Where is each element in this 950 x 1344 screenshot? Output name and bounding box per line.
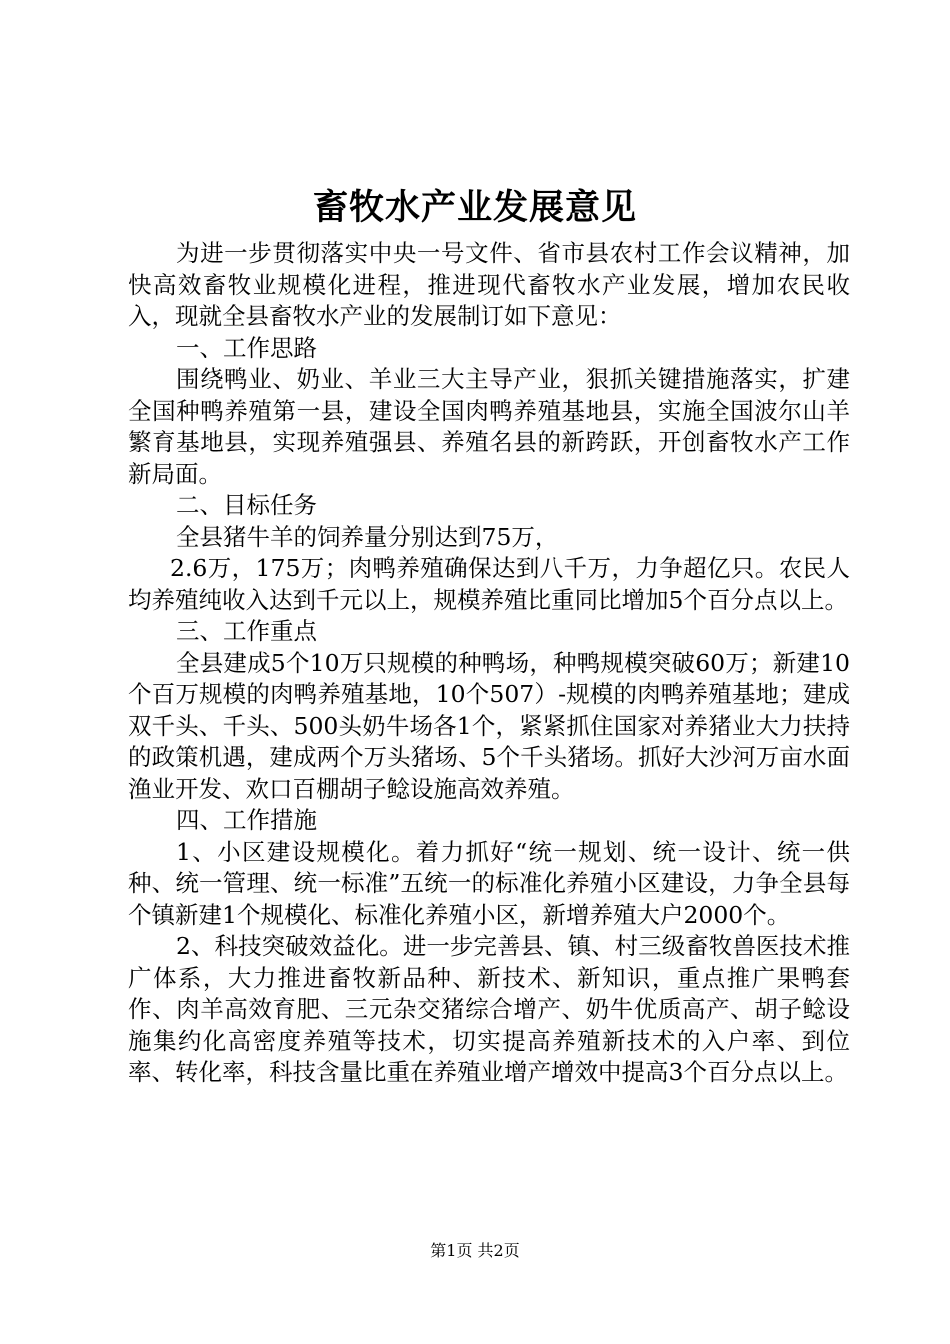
intro-paragraph: 为进一步贯彻落实中央一号文件、省市县农村工作会议精神，加快高效畜牧业规模化进程，推进现代畜牧水产业发展，增加农民收入，现就全县畜牧水产业的发展制订如下意见： xyxy=(128,239,850,330)
key-work-paragraph: 全县建成5个10万只规模的种鸭场，种鸭规模突破60万；新建10个百万规模的肉鸭养殖基地，10个507）-规模的肉鸭养殖基地；建成双千头、千头、500头奶牛场各1个，紧紧抓住国家对养猪业大力扶持的政策机遇，建成两个万头猪场、5个千头猪场。抓好大沙河万亩水面渔业开发、欢口百棚胡子鲶设施高效养殖。 xyxy=(128,648,850,803)
measure-1-paragraph: 1、小区建设规模化。着力抓好“统一规划、统一设计、统一供种、统一管理、统一标准”五统一的标准化养殖小区建设，力争全县每个镇新建1个规模化、标准化养殖小区，新增养殖大户2000个。 xyxy=(128,837,850,929)
work-approach-paragraph: 围绕鸭业、奶业、羊业三大主导产业，狠抓关键措施落实，扩建全国种鸭养殖第一县，建设全国肉鸭养殖基地县，实施全国波尔山羊繁育基地县，实现养殖强县、养殖名县的新跨跃，开创畜牧水产工作新局面。 xyxy=(128,365,850,488)
goals-paragraph-2: 2.6万，175万；肉鸭养殖确保达到八千万，力争超亿只。农民人均养殖纯收入达到千元以上，规模养殖比重同比增加5个百分点以上。 xyxy=(128,554,850,614)
goals-paragraph-1: 全县猪牛羊的饲养量分别达到75万， xyxy=(176,522,559,551)
section-heading-goals: 二、目标任务 xyxy=(176,491,317,519)
page-footer: 第1页 共2页 xyxy=(430,1241,520,1260)
document-body xyxy=(128,238,850,1089)
section-heading-measures: 四、工作措施 xyxy=(176,806,317,834)
measure-2-paragraph: 2、科技突破效益化。进一步完善县、镇、村三级畜牧兽医技术推广体系，大力推进畜牧新品种、新技术、新知识，重点推广果鸭套作、肉羊高效育肥、三元杂交猪综合增产、奶牛优质高产、胡子鲶设施集约化高密度养殖等技术，切实提高养殖新技术的入户率、到位率、转化率，科技含量比重在养殖业增产增效中提高3个百分点以上。 xyxy=(128,932,850,1086)
section-heading-work-approach: 一、工作思路 xyxy=(176,333,317,362)
section-heading-key-work: 三、工作重点 xyxy=(176,617,317,645)
document-title: 畜牧水产业发展意见 xyxy=(312,187,637,228)
